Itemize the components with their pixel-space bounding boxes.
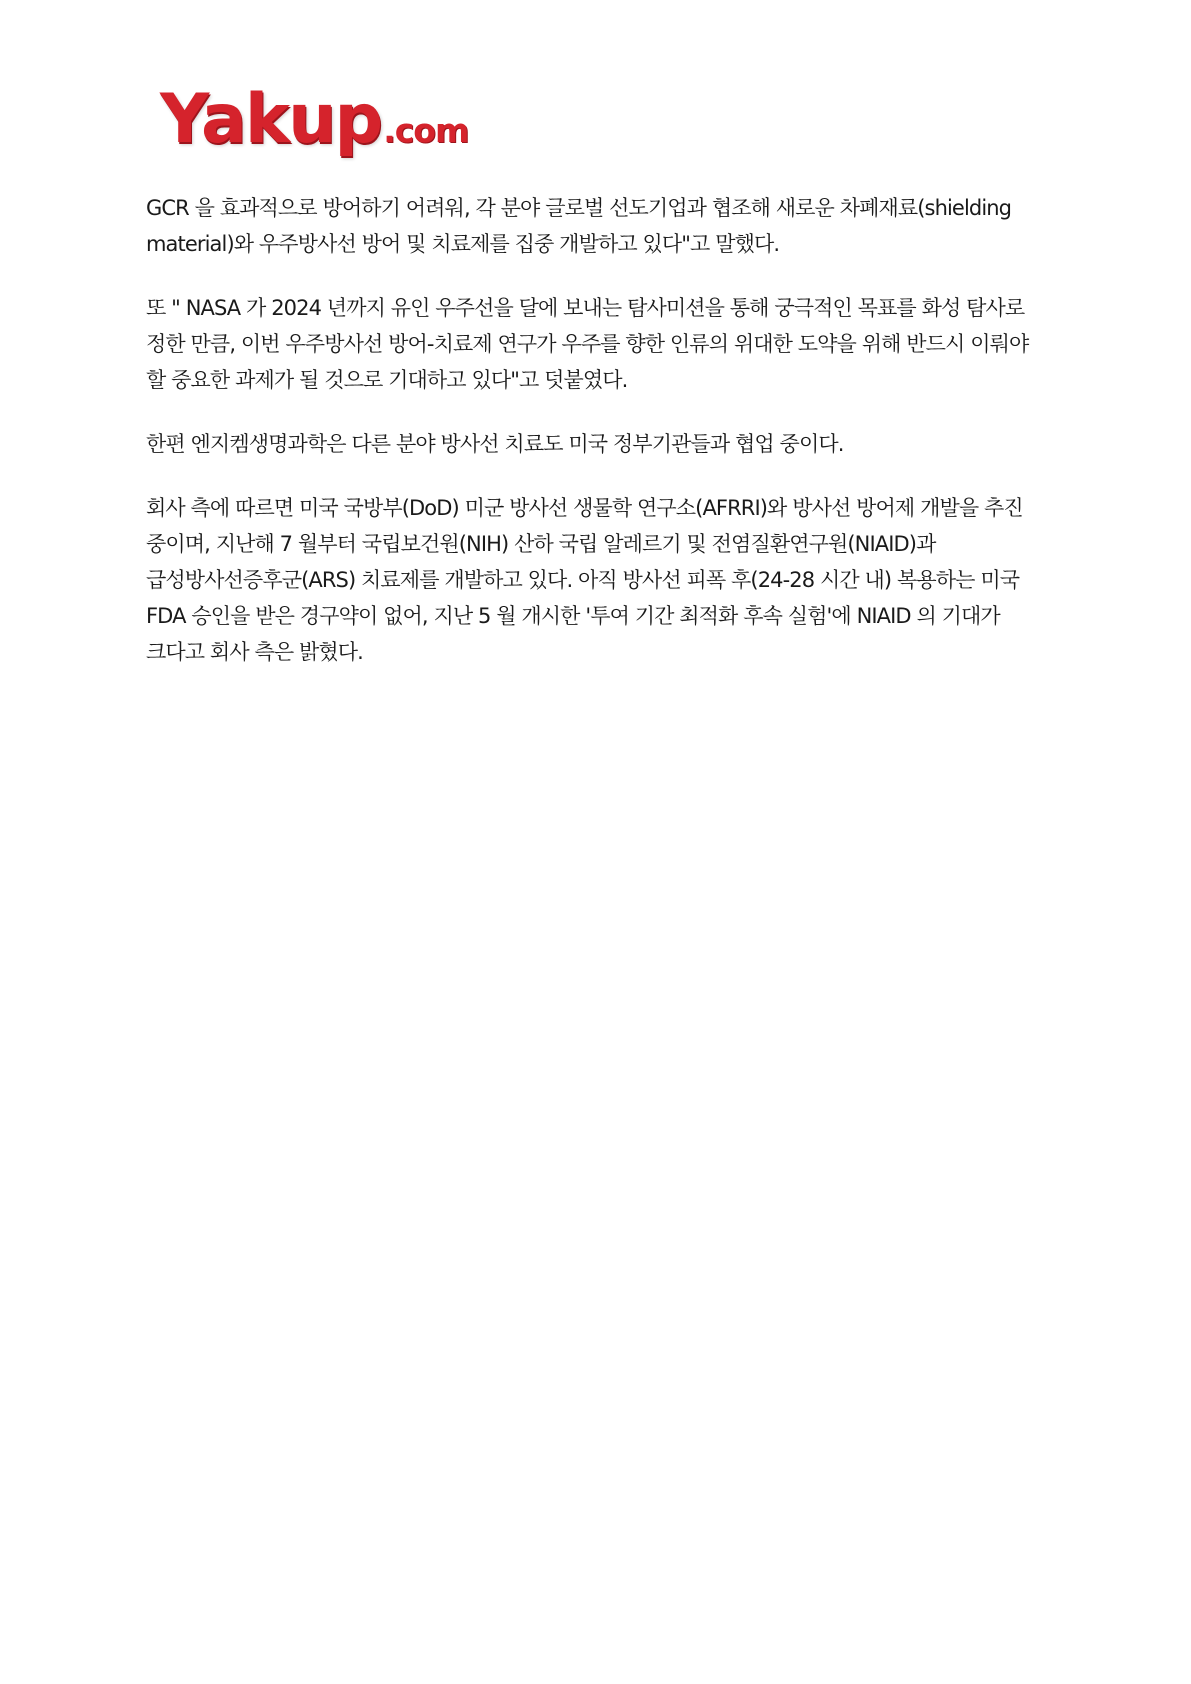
paragraph-3: 한편 엔지켐생명과학은 다른 분야 방사선 치료도 미국 정부기관들과 협업 중이다. [146, 432, 844, 456]
logo-wordmark: Yakup [160, 80, 382, 159]
logo-domain-suffix: .com [383, 111, 469, 150]
paragraph-1: GCR 을 효과적으로 방어하기 어려워, 각 분야 글로벌 선도기업과 협조해 새로운 차폐재료(shielding material)와 우주방사선 방어 및 치료제를 집중 개발하고 있다"고 말했다. [146, 196, 1012, 256]
yakup-logo [160, 80, 469, 159]
paragraph-2: 또 " NASA 가 2024 년까지 유인 우주선을 달에 보내는 탐사미션을 통해 궁극적인 목표를 화성 탐사로 정한 만큼, 이번 우주방사선 방어-치료제 연구가 우주를 향한 인류의 위대한 도약을 위해 반드시 이뤄야 할 중요한 과제가 될 것으로 기대하고 있다"고 덧붙였다. [146, 296, 1029, 392]
article-body [146, 190, 1051, 698]
paragraph-4: 회사 측에 따르면 미국 국방부(DoD) 미군 방사선 생물학 연구소(AFRRI)와 방사선 방어제 개발을 추진 중이며, 지난해 7 월부터 국립보건원(NIH) 산하 국립 알레르기 및 전염질환연구원(NIAID)과 급성방사선증후군(ARS) 치료제를 개발하고 있다. 아직 방사선 피폭 후(24-28 시간 내) 복용하는 미국 FDA 승인을 받은 경구약이 없어, 지난 5 월 개시한 '투여 기간 최적화 후속 실험'에 NIAID 의 기대가 크다고 회사 측은 밝혔다. [146, 496, 1023, 664]
